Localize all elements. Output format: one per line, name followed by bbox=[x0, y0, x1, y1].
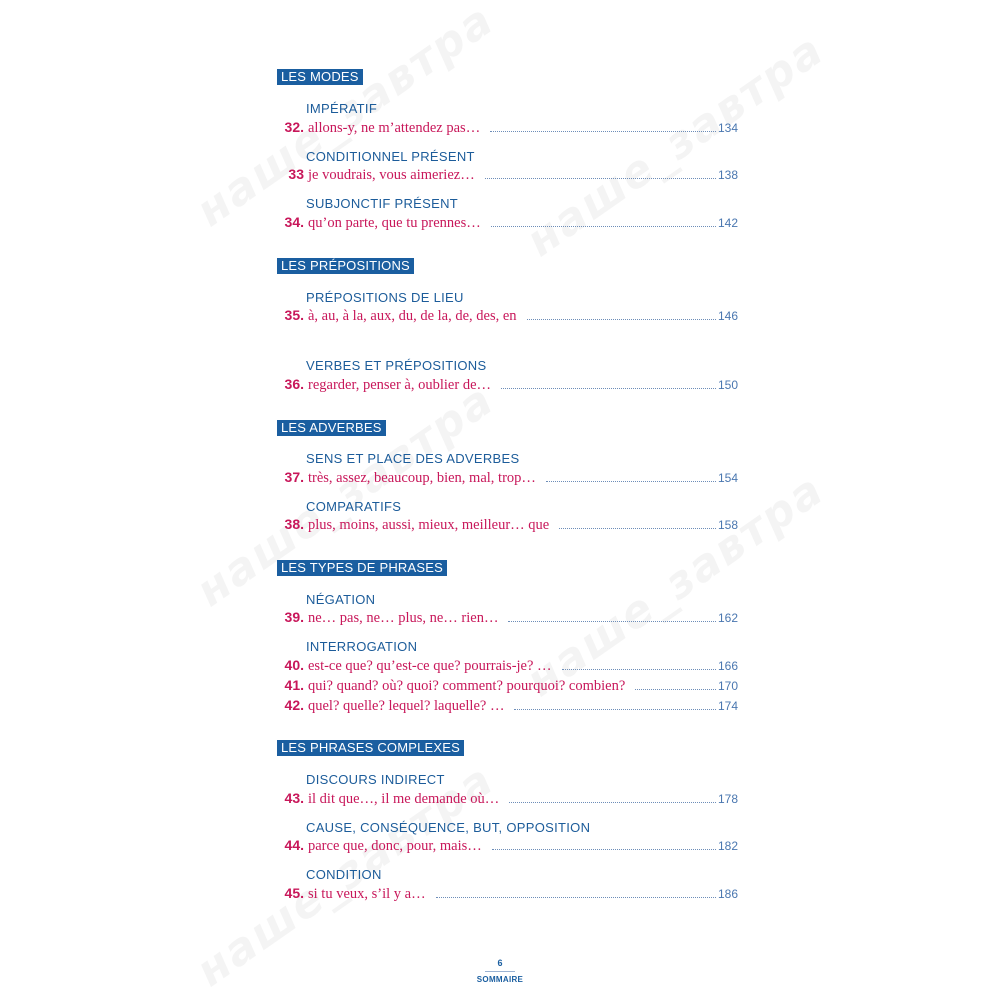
entry-page: 182 bbox=[717, 839, 738, 853]
entry-number: 34. bbox=[284, 214, 304, 230]
toc-entry[interactable] bbox=[277, 885, 738, 903]
subheading-negation: NÉGATION bbox=[306, 592, 376, 607]
entry-title: si tu veux, s’il y a… bbox=[308, 886, 426, 902]
entry-page: 146 bbox=[717, 309, 738, 323]
section-header-phrases-complexes: LES PHRASES COMPLEXES bbox=[277, 740, 464, 756]
toc-entry[interactable] bbox=[277, 119, 738, 137]
toc-entry[interactable] bbox=[277, 790, 738, 808]
entry-page: 178 bbox=[717, 792, 738, 806]
entry-page: 134 bbox=[717, 121, 738, 135]
dot-leader bbox=[491, 225, 716, 227]
entry-number: 36. bbox=[284, 376, 304, 392]
toc-entry[interactable] bbox=[277, 516, 738, 534]
entry-page: 142 bbox=[717, 216, 738, 230]
entry-page: 138 bbox=[717, 168, 738, 182]
entry-page: 186 bbox=[717, 887, 738, 901]
footer-page-number: 6 bbox=[497, 958, 503, 968]
toc-entry[interactable] bbox=[277, 376, 738, 394]
dot-leader bbox=[509, 801, 716, 803]
entry-title: est-ce que? qu’est-ce que? pourrais-je? … bbox=[308, 658, 552, 674]
subheading-sens-place: SENS ET PLACE DES ADVERBES bbox=[306, 451, 520, 466]
toc-entry[interactable] bbox=[277, 697, 738, 715]
entry-number: 35. bbox=[284, 307, 304, 323]
entry-page: 150 bbox=[717, 378, 738, 392]
section-header-types-phrases: LES TYPES DE PHRASES bbox=[277, 560, 447, 576]
toc-entry[interactable] bbox=[277, 657, 738, 675]
subheading-conditionnel: CONDITIONNEL PRÉSENT bbox=[306, 149, 475, 164]
dot-leader bbox=[514, 708, 716, 710]
subheading-interrogation: INTERROGATION bbox=[306, 639, 418, 654]
subheading-comparatifs: COMPARATIFS bbox=[306, 499, 402, 514]
entry-page: 158 bbox=[717, 518, 738, 532]
section-header-modes: LES MODES bbox=[277, 69, 363, 85]
entry-number: 32. bbox=[284, 119, 304, 135]
footer-divider bbox=[485, 971, 515, 972]
entry-title: il dit que…, il me demande où… bbox=[308, 791, 500, 807]
entry-page: 154 bbox=[717, 471, 738, 485]
entry-title: regarder, penser à, oublier de… bbox=[308, 377, 491, 393]
subheading-condition: CONDITION bbox=[306, 867, 382, 882]
entry-number: 45. bbox=[284, 885, 304, 901]
dot-leader bbox=[559, 527, 716, 529]
toc-entry[interactable] bbox=[277, 837, 738, 855]
dot-leader bbox=[501, 387, 716, 389]
toc-entry[interactable] bbox=[277, 214, 738, 232]
dot-leader bbox=[436, 896, 716, 898]
entry-number: 43. bbox=[284, 790, 304, 806]
entry-number: 40. bbox=[284, 657, 304, 673]
section-header-prepositions: LES PRÉPOSITIONS bbox=[277, 258, 414, 274]
entry-page: 170 bbox=[717, 679, 738, 693]
footer-label: SOMMAIRE bbox=[476, 975, 524, 984]
subheading-imperatif: IMPÉRATIF bbox=[306, 101, 378, 116]
toc-entry[interactable] bbox=[277, 677, 738, 695]
dot-leader bbox=[508, 620, 715, 622]
dot-leader bbox=[527, 318, 716, 320]
entry-title: allons-y, ne m’attendez pas… bbox=[308, 120, 481, 136]
entry-page: 174 bbox=[717, 699, 738, 713]
subheading-cause-consequence: CAUSE, CONSÉQUENCE, BUT, OPPOSITION bbox=[306, 820, 591, 835]
subheading-subjonctif: SUBJONCTIF PRÉSENT bbox=[306, 196, 459, 211]
entry-title: plus, moins, aussi, mieux, meilleur… que bbox=[308, 517, 550, 533]
entry-page: 162 bbox=[717, 611, 738, 625]
watermark-text bbox=[187, 374, 503, 617]
subheading-verbes-prepositions: VERBES ET PRÉPOSITIONS bbox=[306, 358, 487, 373]
entry-number: 39. bbox=[284, 609, 304, 625]
dot-leader bbox=[546, 480, 716, 482]
subheading-prepositions-lieu: PRÉPOSITIONS DE LIEU bbox=[306, 290, 464, 305]
entry-title: qu’on parte, que tu prennes… bbox=[308, 215, 481, 231]
section-header-adverbes: LES ADVERBES bbox=[277, 420, 386, 436]
entry-title: parce que, donc, pour, mais… bbox=[308, 838, 482, 854]
entry-number: 37. bbox=[284, 469, 304, 485]
entry-title: qui? quand? où? quoi? comment? pourquoi? combien? bbox=[308, 678, 626, 694]
toc-entry[interactable] bbox=[277, 469, 738, 487]
dot-leader bbox=[635, 688, 716, 690]
entry-title: je voudrais, vous aimeriez… bbox=[308, 167, 475, 183]
entry-page: 166 bbox=[717, 659, 738, 673]
entry-number: 33 bbox=[288, 166, 304, 182]
dot-leader bbox=[562, 668, 716, 670]
entry-number: 42. bbox=[284, 697, 304, 713]
entry-number: 38. bbox=[284, 516, 304, 532]
entry-title: à, au, à la, aux, du, de la, de, des, en bbox=[308, 308, 517, 324]
toc-entry[interactable] bbox=[277, 166, 738, 184]
dot-leader bbox=[485, 177, 716, 179]
entry-title: ne… pas, ne… plus, ne… rien… bbox=[308, 610, 499, 626]
toc-entry[interactable] bbox=[277, 307, 738, 325]
toc-entry[interactable] bbox=[277, 609, 738, 627]
entry-number: 44. bbox=[284, 837, 304, 853]
dot-leader bbox=[490, 130, 716, 132]
entry-title: quel? quelle? lequel? laquelle? … bbox=[308, 698, 505, 714]
subheading-discours-indirect: DISCOURS INDIRECT bbox=[306, 772, 445, 787]
entry-title: très, assez, beaucoup, bien, mal, trop… bbox=[308, 470, 536, 486]
dot-leader bbox=[492, 848, 716, 850]
entry-number: 41. bbox=[284, 677, 304, 693]
